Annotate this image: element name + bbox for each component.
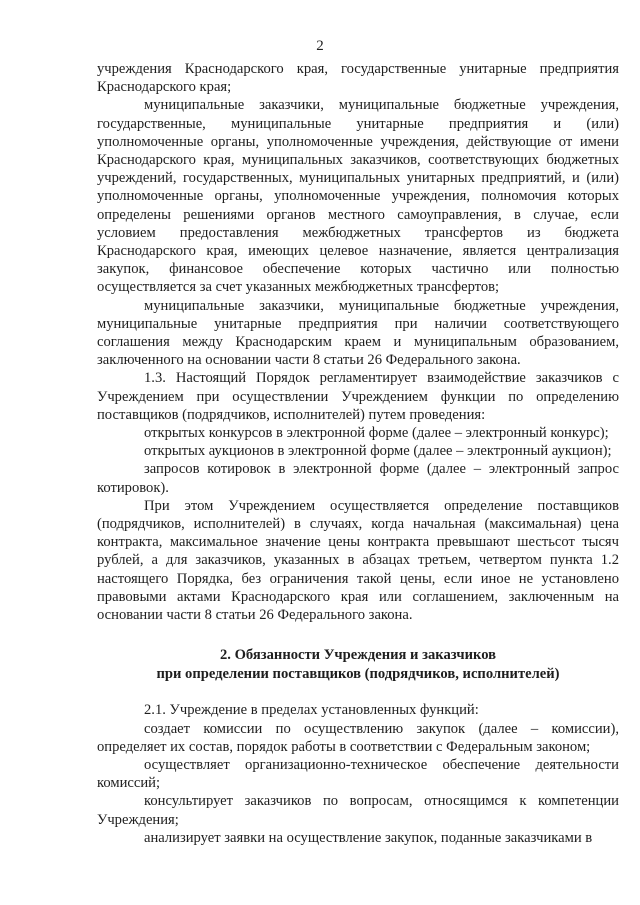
paragraph: осуществляет организационно-техническое обеспечение деятельности комиссий; [97, 756, 619, 792]
page-number: 2 [316, 38, 324, 54]
paragraph: учреждения Краснодарского края, государственные унитарные предприятия Краснодарского края; [97, 61, 619, 96]
paragraph: анализирует заявки на осуществление закупок, поданные заказчиками в [144, 829, 593, 846]
paragraph: консультирует заказчиков по вопросам, относящимся к компетенции Учреждения; [97, 793, 619, 828]
section-heading [97, 646, 619, 683]
paragraph: открытых аукционов в электронной форме (далее – электронный аукцион); [144, 443, 612, 460]
section-heading-line: при определении поставщиков (подрядчиков, исполнителей) [156, 665, 560, 682]
intro-paragraphs [97, 60, 619, 624]
paragraph: При этом Учреждением осуществляется определение поставщиков (подрядчиков, исполнителей) в случаях, когда начальная (максимальная) цена контракта, максимальное значение цены контракта превышают шестьсот тысяч рублей, а для заказчиков, указанных в абзацах третьем, четвертом пункта 1.2 настоящего Порядка, без ограничения такой цены, если иное не установлено правовыми актами Краснодарского края или соглашением, заключенным на основании части 8 статьи 26 Федерального закона. [97, 497, 619, 624]
section-paragraphs [97, 701, 619, 847]
section-heading-line: 2. Обязанности Учреждения и заказчиков [219, 647, 497, 664]
paragraph: муниципальные заказчики, муниципальные бюджетные учреждения, государственные, муниципальные унитарные предприятия и (или) уполномоченные органы, уполномоченные учреждения, действующие от имени Краснодарского края, муниципальных заказчиков, соответствующих бюджетных учреждений, государственных, муниципальных унитарных предприятий, и (или) уполномоченные органы, уполномоченные учреждения, полномочия которых определены решениями органов местного самоуправления, в случае, если условием предоставления межбюджетных трансфертов из бюджета Краснодарского края, имеющих целевое назначение, является централизация закупок, финансовое обеспечение которых частично или полностью осуществляется за счет указанных межбюджетных трансфертов; [97, 97, 619, 296]
paragraph: 1.3. Настоящий Порядок регламентирует взаимодействие заказчиков с Учреждением при осуществлении Учреждением функции по определению поставщиков (подрядчиков, исполнителей) путем проведения: [97, 370, 619, 423]
paragraph: муниципальные заказчики, муниципальные бюджетные учреждения, муниципальные унитарные предприятия при наличии соответствующего соглашения между Краснодарским краем и муниципальным образованием, заключенного на основании части 8 статьи 26 Федерального закона. [97, 297, 619, 369]
paragraph: создает комиссии по осуществлению закупок (далее – комиссии), определяет их состав, порядок работы в соответствии с Федеральным законом; [97, 720, 619, 755]
paragraph: запросов котировок в электронной форме (далее – электронный запрос котировок). [97, 461, 619, 496]
document-body [97, 60, 619, 847]
paragraph: открытых конкурсов в электронной форме (далее – электронный конкурс); [144, 425, 609, 442]
paragraph: 2.1. Учреждение в пределах установленных функций: [144, 702, 479, 719]
